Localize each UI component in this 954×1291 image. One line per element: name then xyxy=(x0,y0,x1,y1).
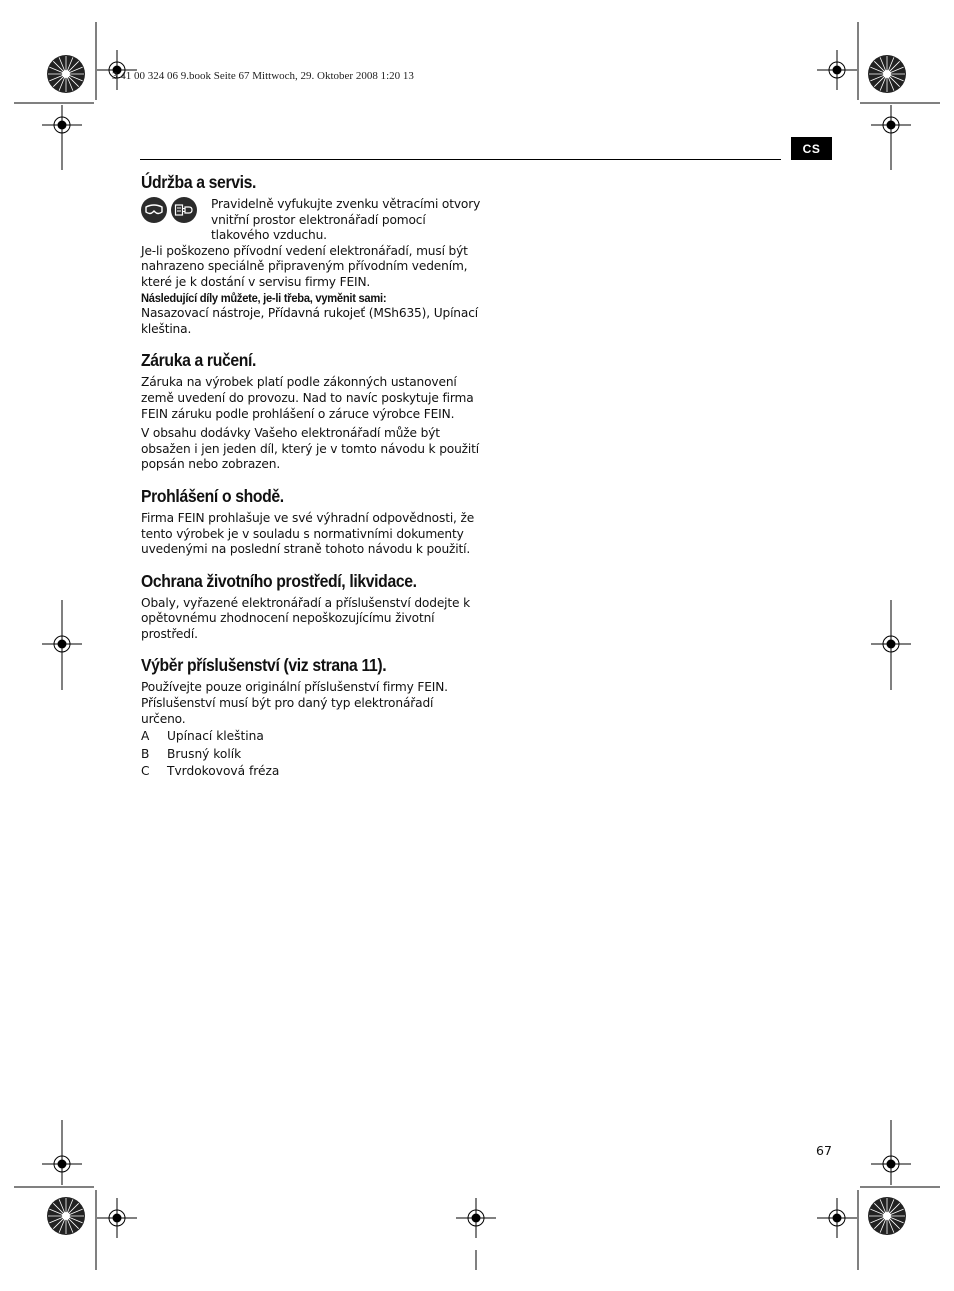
section-heading: Výběr příslušenství (viz strana 11). xyxy=(141,655,387,676)
list-item xyxy=(141,746,481,764)
unplug-icon xyxy=(171,197,197,223)
paragraph: V obsahu dodávky Vašeho elektronářadí může být obsažen i jen jeden díl, který je v tomto návodu k použití popsán nebo zobrazen. xyxy=(141,426,480,472)
paragraph: Firma FEIN prohlašuje ve své výhradní odpovědnosti, že tento výrobek je v souladu s normativními dokumenty uvedenými na poslední straně tohoto návodu k použití. xyxy=(141,510,475,557)
safety-goggles-icon xyxy=(141,197,167,223)
list-item xyxy=(141,728,481,746)
section-conformity xyxy=(141,485,481,558)
paragraph: Nasazovací nástroje, Přídavná rukojeť (MSh635), Upínací kleština. xyxy=(141,306,478,336)
icon-group xyxy=(141,197,211,223)
section-maintenance xyxy=(141,171,481,337)
section-heading: Záruka a ručení. xyxy=(141,350,257,371)
icon-paragraph-text: Pravidelně vyfukujte zvenku větracími otvory vnitřní prostor elektronářadí pomocí tlakového vzduchu. xyxy=(211,197,481,243)
section-warranty xyxy=(141,349,481,473)
header-rule xyxy=(140,159,781,160)
list-item-label: Upínací kleština xyxy=(167,729,264,744)
section-accessories xyxy=(141,654,481,781)
language-badge: CS xyxy=(791,137,832,160)
list-item-label: Brusný kolík xyxy=(167,746,242,761)
list-item-key: A xyxy=(141,729,150,744)
list-item-label: Tvrdokovová fréza xyxy=(167,764,280,779)
bold-subheading: Následující díly můžete, je-li třeba, vyměnit sami: xyxy=(141,290,387,305)
list-item xyxy=(141,763,481,781)
paragraph: Používejte pouze originální příslušenství firmy FEIN. Příslušenství musí být pro daný typ elektronářadí určeno. xyxy=(141,680,448,726)
paragraph: Záruka na výrobek platí podle zákonných ustanovení země uvedení do provozu. Nad to navíc poskytuje firma FEIN záruku podle prohlášení o záruce výrobce FEIN. xyxy=(141,375,474,421)
accessory-list xyxy=(141,728,481,781)
section-heading: Ochrana životního prostředí, likvidace. xyxy=(141,570,417,591)
page-number: 67 xyxy=(816,1143,832,1158)
section-environment xyxy=(141,570,481,643)
section-heading: Údržba a servis. xyxy=(141,172,257,192)
paragraph: Je-li poškozeno přívodní vedení elektronářadí, musí být nahrazeno speciálně připraveným přívodním vedením, které je k dostání v servisu firmy FEIN. xyxy=(141,243,468,289)
list-item-key: B xyxy=(141,746,150,761)
icon-paragraph xyxy=(141,197,481,244)
paragraph: Obaly, vyřazené elektronářadí a příslušenství dodejte k opětovnému zhodnocení nepoškozujícímu životní prostředí. xyxy=(141,595,471,641)
list-item-key: C xyxy=(141,764,150,779)
main-content xyxy=(141,171,481,781)
section-heading: Prohlášení o shodě. xyxy=(141,485,284,506)
print-info: 3 41 00 324 06 9.book Seite 67 Mittwoch, 29. Oktober 2008 1:20 13 xyxy=(112,70,414,82)
